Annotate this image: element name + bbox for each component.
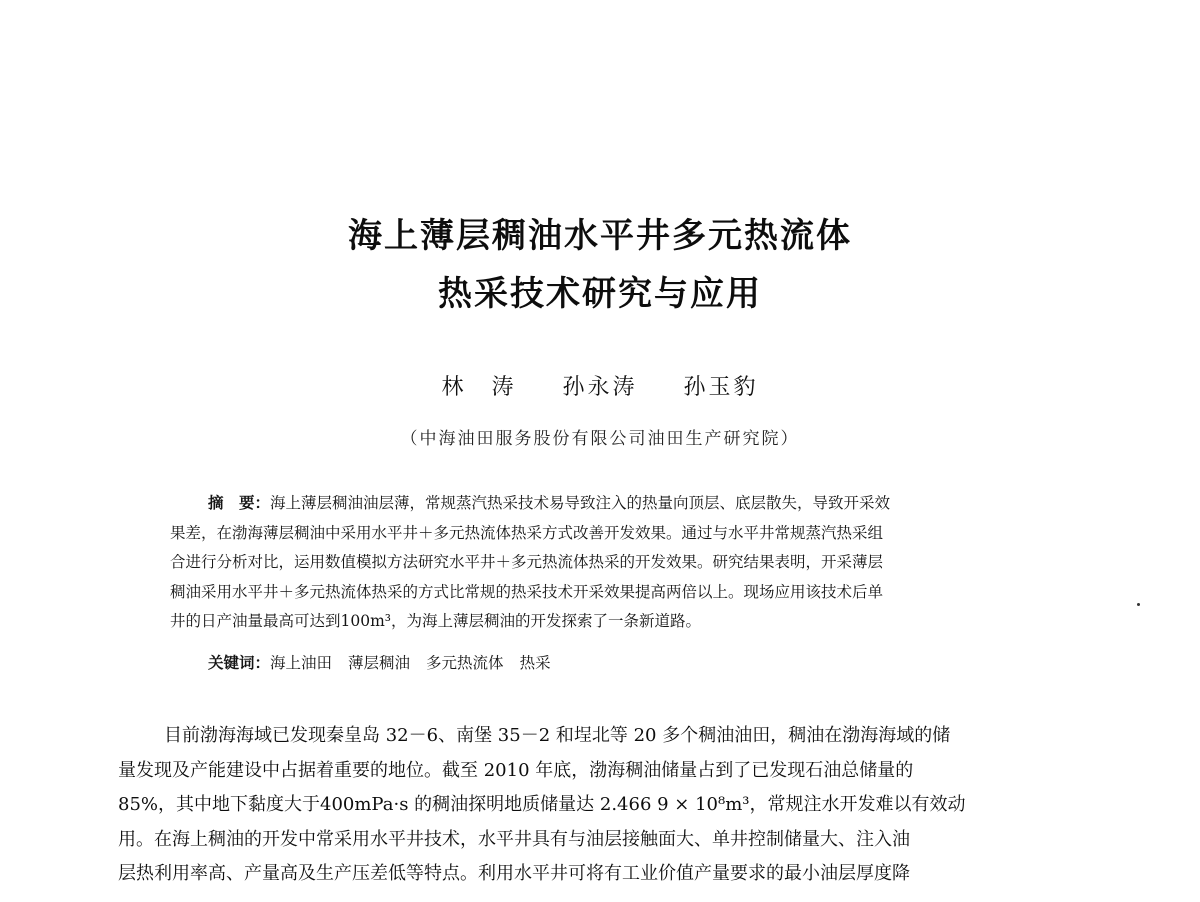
body-line: 层热利用率高、产量高及生产压差低等特点。利用水平井可将有工业价值产量要求的最小油层厚度降 — [118, 863, 910, 884]
author-list — [0, 370, 1200, 401]
scan-speck — [1137, 603, 1140, 606]
body-line: 目前渤海海域已发现秦皇岛 32－6、南堡 35－2 和埕北等 20 多个稠油油田，稠油在渤海海域的储 — [164, 725, 951, 746]
keywords-label: 关键词： — [208, 654, 271, 672]
body-text — [118, 719, 1083, 892]
affiliation: （中海油田服务股份有限公司油田生产研究院） — [400, 429, 800, 449]
abstract-line: 摘 要：海上薄层稠油油层薄，常规蒸汽热采技术易导致注入的热量向顶层、底层散失，导致开采效 — [208, 494, 891, 512]
body-line: 量发现及产能建设中占据着重要的地位。截至 2010 年底，渤海稠油储量占到了已发现石油总储量的 — [118, 759, 914, 781]
body-line: 用。在海上稠油的开发中常采用水平井技术，水平井具有与油层接触面大、单井控制储量大、注入油 — [118, 828, 910, 850]
abstract — [170, 489, 1050, 637]
keyword: 多元热流体 — [426, 654, 504, 672]
paper-title-line-2: 热采技术研究与应用 — [438, 274, 762, 314]
keyword: 海上油田 — [270, 654, 333, 672]
abstract-label: 摘 要： — [208, 494, 271, 512]
abstract-line: 井的日产油量最高可达到100m³，为海上薄层稠油的开发探索了一条新道路。 — [170, 612, 701, 630]
keyword: 薄层稠油 — [348, 654, 411, 672]
keywords — [208, 651, 567, 673]
paper-title-line-1: 海上薄层稠油水平井多元热流体 — [348, 216, 852, 256]
author-name: 孙永涛 — [562, 375, 638, 400]
abstract-line: 果差，在渤海薄层稠油中采用水平井＋多元热流体热采方式改善开发效果。通过与水平井常规蒸汽热采组 — [170, 523, 884, 542]
abstract-line: 稠油采用水平井＋多元热流体热采的方式比常规的热采技术开采效果提高两倍以上。现场应用该技术后单 — [170, 582, 884, 601]
author-name: 林 涛 — [441, 375, 517, 400]
author-name: 孙玉豹 — [683, 375, 759, 400]
abstract-line: 合进行分析对比，运用数值模拟方法研究水平井＋多元热流体热采的开发效果。研究结果表明，开采薄层 — [170, 553, 884, 571]
body-line: 85%，其中地下黏度大于400mPa·s 的稠油探明地质储量达 2.466 9 × 10⁸m³，常规注水开发难以有效动 — [118, 794, 966, 815]
keyword: 热采 — [519, 654, 551, 672]
